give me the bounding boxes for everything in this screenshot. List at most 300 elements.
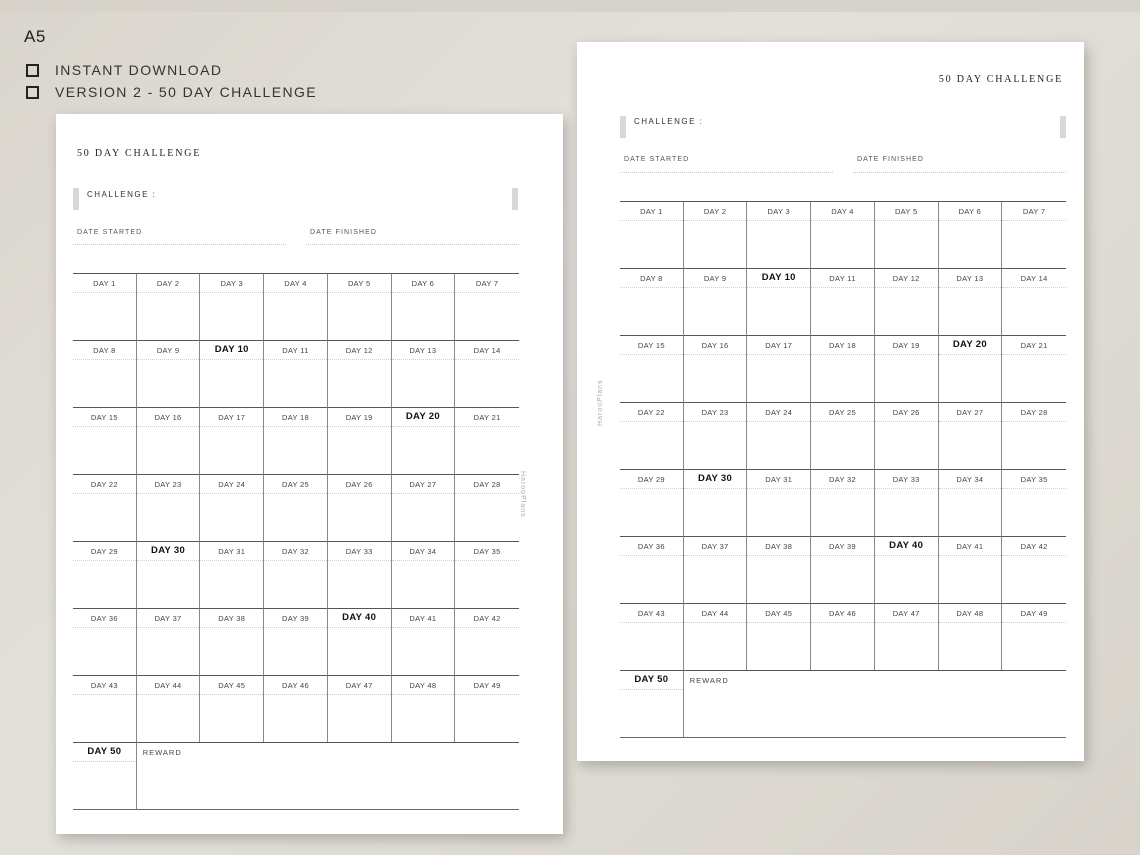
day-label: DAY 26 — [345, 480, 373, 489]
feature-version — [26, 84, 317, 100]
cell-divider — [811, 287, 874, 288]
cell-divider — [200, 292, 263, 293]
date-started-label: DATE STARTED — [77, 229, 143, 236]
day-label: DAY 9 — [703, 274, 727, 283]
day-cell[interactable] — [200, 474, 264, 541]
day-label: DAY 44 — [154, 681, 182, 690]
day-label: DAY 14 — [473, 346, 501, 355]
day-cell[interactable] — [875, 335, 939, 402]
day-cell[interactable] — [1002, 603, 1066, 670]
feature-instant-download — [26, 62, 222, 78]
day-label: DAY 38 — [765, 542, 793, 551]
day-cell[interactable] — [684, 268, 748, 335]
day-cell[interactable] — [137, 608, 201, 675]
cell-divider — [328, 560, 391, 561]
day-cell[interactable] — [684, 335, 748, 402]
day-label: DAY 48 — [956, 609, 984, 618]
day-cell[interactable] — [684, 536, 748, 603]
day-cell[interactable] — [137, 273, 201, 340]
day-cell[interactable] — [264, 340, 328, 407]
cell-divider — [684, 488, 747, 489]
cell-divider — [1002, 354, 1066, 355]
day-cell[interactable] — [811, 469, 875, 536]
day-cell[interactable] — [200, 675, 264, 742]
day-cell[interactable] — [264, 608, 328, 675]
cell-divider — [73, 426, 136, 427]
day-cell[interactable] — [747, 402, 811, 469]
cell-divider — [455, 359, 519, 360]
day-label: DAY 1 — [640, 207, 663, 216]
cell-divider — [620, 287, 683, 288]
day-cell[interactable] — [455, 340, 519, 407]
day-cell[interactable] — [200, 541, 264, 608]
cell-divider — [455, 292, 519, 293]
day-cell[interactable] — [200, 608, 264, 675]
day-label: DAY 10 — [761, 272, 796, 283]
day-label: DAY 7 — [475, 279, 499, 288]
page-title: 50 DAY CHALLENGE — [938, 74, 1063, 85]
cell-divider — [684, 287, 747, 288]
day-cell[interactable] — [811, 268, 875, 335]
day-label: DAY 48 — [409, 681, 437, 690]
day-label: DAY 49 — [1020, 609, 1048, 618]
day-label: DAY 25 — [282, 480, 309, 489]
day-label: DAY 22 — [90, 480, 118, 489]
cell-divider — [328, 627, 391, 628]
day-label: DAY 39 — [829, 542, 856, 551]
cell-divider — [137, 426, 200, 427]
day-cell[interactable] — [392, 675, 456, 742]
day-cell[interactable] — [620, 268, 684, 335]
day-cell[interactable] — [392, 273, 456, 340]
challenge-bar-right — [512, 188, 518, 210]
day-label: DAY 15 — [637, 341, 665, 350]
cell-divider — [620, 622, 683, 623]
day-label: DAY 20 — [405, 411, 440, 422]
day-label: DAY 2 — [703, 207, 727, 216]
day-cell[interactable] — [875, 469, 939, 536]
day-cell[interactable] — [200, 273, 264, 340]
day-cell[interactable] — [684, 603, 748, 670]
day-label: DAY 34 — [409, 547, 437, 556]
cell-divider — [328, 292, 391, 293]
cell-divider — [811, 622, 874, 623]
day-label: DAY 45 — [218, 681, 246, 690]
day-cell[interactable] — [455, 474, 519, 541]
day-label: DAY 30 — [698, 473, 733, 484]
cell-divider — [620, 488, 683, 489]
day-label: DAY 47 — [892, 609, 920, 618]
day-cell-final[interactable] — [73, 742, 137, 809]
cell-divider — [137, 493, 200, 494]
cell-divider — [1002, 220, 1066, 221]
day-cell[interactable] — [747, 536, 811, 603]
cell-divider — [264, 560, 327, 561]
day-label: DAY 44 — [701, 609, 729, 618]
cell-divider — [939, 220, 1002, 221]
cell-divider — [939, 488, 1002, 489]
day-label: DAY 9 — [156, 346, 180, 355]
day-label: DAY 27 — [409, 480, 437, 489]
day-label: DAY 32 — [829, 475, 856, 484]
cell-divider — [939, 622, 1002, 623]
cell-divider — [264, 694, 327, 695]
day-cell[interactable] — [620, 469, 684, 536]
cell-divider — [875, 354, 938, 355]
cell-divider — [392, 359, 455, 360]
day-cell[interactable] — [328, 273, 392, 340]
cell-divider — [73, 761, 136, 762]
brand-watermark: HarooPlans — [519, 471, 526, 518]
challenge-bar-left — [620, 116, 626, 138]
cell-divider — [1002, 555, 1066, 556]
day-label: DAY 4 — [284, 279, 307, 288]
day-label: DAY 42 — [1020, 542, 1048, 551]
cell-divider — [747, 488, 810, 489]
day-label: DAY 27 — [956, 408, 984, 417]
day-cell[interactable] — [328, 541, 392, 608]
day-cell[interactable] — [328, 675, 392, 742]
day-cell[interactable] — [264, 675, 328, 742]
date-finished-line — [306, 244, 519, 245]
cell-divider — [200, 627, 263, 628]
day-grid — [620, 201, 1066, 736]
day-cell[interactable] — [939, 402, 1003, 469]
day-cell[interactable] — [328, 407, 392, 474]
day-label: DAY 8 — [93, 346, 116, 355]
day-cell[interactable] — [1002, 536, 1066, 603]
day-label: DAY 25 — [829, 408, 856, 417]
day-label: DAY 12 — [345, 346, 373, 355]
day-label: DAY 19 — [345, 413, 373, 422]
cell-divider — [392, 426, 455, 427]
day-cell[interactable] — [73, 407, 137, 474]
day-cell[interactable] — [811, 201, 875, 268]
day-label: DAY 29 — [90, 547, 118, 556]
day-cell[interactable] — [264, 273, 328, 340]
cell-divider — [684, 555, 747, 556]
day-label: DAY 18 — [829, 341, 856, 350]
day-label: DAY 33 — [892, 475, 920, 484]
day-cell[interactable] — [137, 407, 201, 474]
day-label: DAY 41 — [956, 542, 984, 551]
day-label: DAY 24 — [765, 408, 793, 417]
day-label: DAY 10 — [214, 344, 249, 355]
cell-divider — [328, 359, 391, 360]
day-label: DAY 40 — [889, 540, 924, 551]
day-label: DAY 14 — [1020, 274, 1048, 283]
planner-page-right — [577, 42, 1084, 761]
cell-divider — [747, 354, 810, 355]
cell-divider — [1002, 622, 1066, 623]
cell-divider — [811, 220, 874, 221]
day-cell[interactable] — [747, 469, 811, 536]
day-cell[interactable] — [747, 603, 811, 670]
cell-divider — [811, 555, 874, 556]
day-cell[interactable] — [684, 469, 748, 536]
cell-divider — [200, 426, 263, 427]
cell-divider — [1002, 421, 1066, 422]
day-cell[interactable] — [455, 273, 519, 340]
cell-divider — [620, 354, 683, 355]
day-label: DAY 36 — [637, 542, 665, 551]
cell-divider — [73, 560, 136, 561]
day-cell[interactable] — [455, 541, 519, 608]
cell-divider — [875, 555, 938, 556]
day-cell[interactable] — [875, 536, 939, 603]
day-label: DAY 6 — [958, 207, 982, 216]
day-label: DAY 23 — [701, 408, 729, 417]
day-cell[interactable] — [73, 273, 137, 340]
cell-divider — [392, 560, 455, 561]
day-label: DAY 45 — [765, 609, 793, 618]
checkbox-icon — [26, 86, 39, 99]
cell-divider — [455, 627, 519, 628]
cell-divider — [455, 694, 519, 695]
feature-label: INSTANT DOWNLOAD — [55, 62, 223, 78]
day-label: DAY 13 — [409, 346, 437, 355]
cell-divider — [875, 622, 938, 623]
day-label: DAY 12 — [892, 274, 920, 283]
day-cell[interactable] — [328, 340, 392, 407]
date-finished-line — [853, 172, 1066, 173]
day-label: DAY 17 — [218, 413, 246, 422]
day-label: DAY 5 — [347, 279, 371, 288]
day-cell[interactable] — [264, 474, 328, 541]
reward-cell[interactable] — [684, 670, 1066, 737]
cell-divider — [747, 220, 810, 221]
date-started-line — [620, 172, 833, 173]
day-cell[interactable] — [620, 335, 684, 402]
day-cell[interactable] — [620, 603, 684, 670]
cell-divider — [620, 555, 683, 556]
day-label: DAY 37 — [701, 542, 729, 551]
day-label: DAY 30 — [151, 545, 186, 556]
cell-divider — [455, 426, 519, 427]
day-label: DAY 50 — [87, 746, 122, 757]
day-cell[interactable] — [200, 407, 264, 474]
checkbox-icon — [26, 64, 39, 77]
cell-divider — [392, 627, 455, 628]
day-label: DAY 46 — [282, 681, 309, 690]
day-cell-final[interactable] — [620, 670, 684, 737]
feature-label: VERSION 2 - 50 DAY CHALLENGE — [55, 84, 317, 100]
day-cell[interactable] — [747, 201, 811, 268]
day-label: DAY 36 — [90, 614, 118, 623]
cell-divider — [939, 555, 1002, 556]
cell-divider — [455, 493, 519, 494]
day-label: DAY 47 — [345, 681, 373, 690]
day-cell[interactable] — [939, 335, 1003, 402]
cell-divider — [811, 421, 874, 422]
day-label: DAY 16 — [701, 341, 729, 350]
challenge-bar-left — [73, 188, 79, 210]
day-cell[interactable] — [747, 268, 811, 335]
day-cell[interactable] — [811, 536, 875, 603]
day-label: DAY 3 — [767, 207, 791, 216]
day-cell[interactable] — [620, 536, 684, 603]
cell-divider — [747, 622, 810, 623]
day-label: DAY 19 — [892, 341, 920, 350]
day-cell[interactable] — [137, 474, 201, 541]
day-label: DAY 2 — [156, 279, 180, 288]
cell-divider — [137, 627, 200, 628]
day-cell[interactable] — [811, 603, 875, 670]
day-label: DAY 43 — [637, 609, 665, 618]
day-cell[interactable] — [73, 474, 137, 541]
cell-divider — [73, 292, 136, 293]
day-label: DAY 8 — [640, 274, 663, 283]
cell-divider — [875, 287, 938, 288]
day-label: DAY 11 — [829, 274, 856, 283]
day-label: DAY 13 — [956, 274, 984, 283]
day-label: DAY 21 — [1020, 341, 1048, 350]
day-cell[interactable] — [620, 402, 684, 469]
day-cell[interactable] — [939, 268, 1003, 335]
grid-bottom-line — [73, 809, 519, 810]
cell-divider — [875, 421, 938, 422]
cell-divider — [1002, 287, 1066, 288]
day-cell[interactable] — [1002, 201, 1066, 268]
cell-divider — [137, 359, 200, 360]
cell-divider — [811, 354, 874, 355]
date-started-label: DATE STARTED — [624, 156, 690, 163]
day-cell[interactable] — [328, 608, 392, 675]
day-label: DAY 4 — [831, 207, 854, 216]
day-cell[interactable] — [73, 675, 137, 742]
challenge-label: CHALLENGE : — [87, 190, 157, 199]
day-cell[interactable] — [137, 541, 201, 608]
day-label: DAY 42 — [473, 614, 501, 623]
reward-cell[interactable] — [137, 742, 519, 809]
day-cell[interactable] — [73, 541, 137, 608]
cell-divider — [137, 292, 200, 293]
day-label: DAY 6 — [411, 279, 435, 288]
day-label: DAY 23 — [154, 480, 182, 489]
day-cell[interactable] — [1002, 268, 1066, 335]
day-cell[interactable] — [875, 201, 939, 268]
day-cell[interactable] — [455, 407, 519, 474]
day-cell[interactable] — [392, 608, 456, 675]
day-cell[interactable] — [264, 541, 328, 608]
day-label: DAY 31 — [218, 547, 246, 556]
date-finished-label: DATE FINISHED — [857, 156, 925, 163]
cell-divider — [200, 359, 263, 360]
day-cell[interactable] — [455, 675, 519, 742]
day-label: DAY 24 — [218, 480, 246, 489]
day-cell[interactable] — [73, 608, 137, 675]
cell-divider — [620, 220, 683, 221]
day-label: DAY 37 — [154, 614, 182, 623]
day-cell[interactable] — [328, 474, 392, 541]
cell-divider — [392, 292, 455, 293]
cell-divider — [328, 694, 391, 695]
day-cell[interactable] — [939, 201, 1003, 268]
day-label: DAY 11 — [282, 346, 309, 355]
cell-divider — [200, 694, 263, 695]
day-label: DAY 34 — [956, 475, 984, 484]
cell-divider — [939, 354, 1002, 355]
day-cell[interactable] — [200, 340, 264, 407]
day-cell[interactable] — [264, 407, 328, 474]
day-cell[interactable] — [392, 474, 456, 541]
cell-divider — [684, 220, 747, 221]
day-label: DAY 32 — [282, 547, 309, 556]
cell-divider — [455, 560, 519, 561]
page-title: 50 DAY CHALLENGE — [77, 148, 202, 159]
day-label: DAY 35 — [473, 547, 501, 556]
cell-divider — [264, 493, 327, 494]
day-cell[interactable] — [875, 603, 939, 670]
day-cell[interactable] — [684, 402, 748, 469]
date-started-line — [73, 244, 286, 245]
grid-bottom-line — [620, 737, 1066, 738]
day-cell[interactable] — [620, 201, 684, 268]
day-label: DAY 40 — [342, 612, 377, 623]
cell-divider — [73, 493, 136, 494]
day-label: DAY 43 — [90, 681, 118, 690]
day-label: DAY 1 — [93, 279, 116, 288]
day-cell[interactable] — [747, 335, 811, 402]
day-label: DAY 3 — [220, 279, 244, 288]
day-label: DAY 38 — [218, 614, 246, 623]
day-cell[interactable] — [939, 603, 1003, 670]
top-strip — [0, 0, 1140, 12]
day-cell[interactable] — [137, 675, 201, 742]
day-cell[interactable] — [137, 340, 201, 407]
cell-divider — [328, 426, 391, 427]
day-label: DAY 35 — [1020, 475, 1048, 484]
day-label: DAY 22 — [637, 408, 665, 417]
day-cell[interactable] — [1002, 335, 1066, 402]
day-cell[interactable] — [1002, 402, 1066, 469]
day-label: DAY 39 — [282, 614, 309, 623]
brand-watermark: HarooPlans — [597, 379, 604, 426]
day-cell[interactable] — [939, 469, 1003, 536]
cell-divider — [264, 292, 327, 293]
day-cell[interactable] — [73, 340, 137, 407]
day-cell[interactable] — [939, 536, 1003, 603]
day-cell[interactable] — [875, 268, 939, 335]
day-cell[interactable] — [811, 335, 875, 402]
day-cell[interactable] — [811, 402, 875, 469]
cell-divider — [137, 694, 200, 695]
day-label: DAY 41 — [409, 614, 437, 623]
day-label: DAY 31 — [765, 475, 793, 484]
date-finished-label: DATE FINISHED — [310, 229, 378, 236]
day-label: DAY 28 — [473, 480, 501, 489]
day-cell[interactable] — [392, 541, 456, 608]
cell-divider — [200, 560, 263, 561]
day-label: DAY 33 — [345, 547, 373, 556]
day-cell[interactable] — [684, 201, 748, 268]
day-cell[interactable] — [392, 407, 456, 474]
cell-divider — [328, 493, 391, 494]
cell-divider — [939, 421, 1002, 422]
day-label: DAY 5 — [894, 207, 918, 216]
day-label: DAY 46 — [829, 609, 856, 618]
cell-divider — [264, 426, 327, 427]
reward-label: REWARD — [142, 748, 182, 757]
day-cell[interactable] — [392, 340, 456, 407]
challenge-label: CHALLENGE : — [634, 117, 704, 126]
day-cell[interactable] — [875, 402, 939, 469]
day-cell[interactable] — [1002, 469, 1066, 536]
day-cell[interactable] — [455, 608, 519, 675]
cell-divider — [264, 359, 327, 360]
size-label: A5 — [24, 27, 46, 46]
cell-divider — [620, 421, 683, 422]
